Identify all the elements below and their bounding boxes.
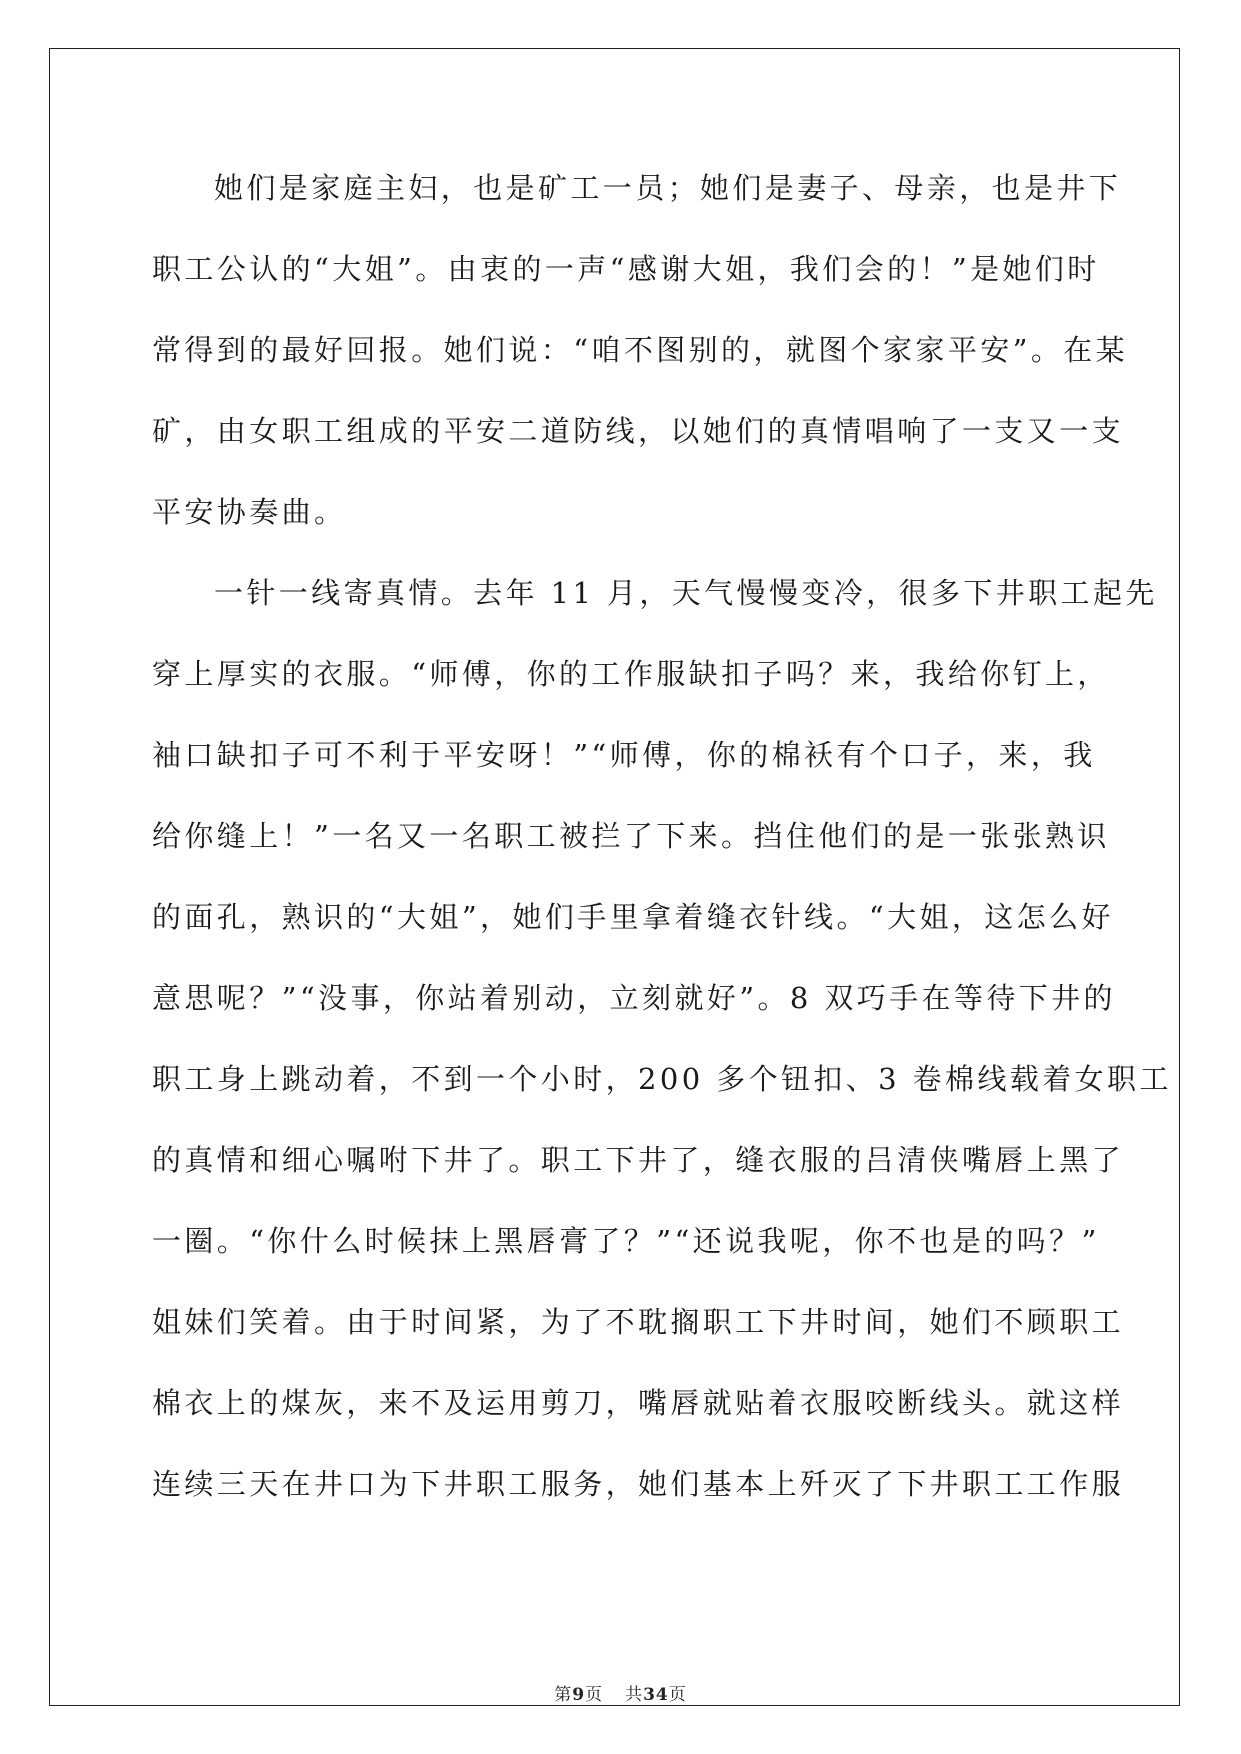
paragraph-1-line-4: 矿，由女职工组成的平安二道防线，以她们的真情唱响了一支又一支 [152, 414, 1125, 448]
paragraph-2-line-2: 穿上厚实的衣服。“师傅，你的工作服缺扣子吗？来，我给你钉上， [152, 657, 1110, 691]
paragraph-2-line-12: 连续三天在井口为下井职工服务，她们基本上歼灭了下井职工工作服 [152, 1467, 1125, 1501]
paragraph-2-line-4: 给你缝上！”一名又一名职工被拦了下来。挡住他们的是一张张熟识 [152, 819, 1110, 853]
total-prefix: 共 [625, 1685, 644, 1705]
paragraph-2-line-7: 职工身上跳动着，不到一个小时，200 多个钮扣、3 卷棉线载着女职工 [152, 1062, 1172, 1096]
paragraph-2-line-8: 的真情和细心嘱咐下井了。职工下井了，缝衣服的吕清侠嘴唇上黑了 [152, 1143, 1125, 1177]
document-body [152, 160, 1172, 1537]
paragraph-2-line-11: 棉衣上的煤灰，来不及运用剪刀，嘴唇就贴着衣服咬断线头。就这样 [152, 1386, 1125, 1420]
total-pages: 34 [643, 1685, 669, 1705]
paragraph-2-line-1: 一针一线寄真情。去年 11 月，天气慢慢变冷，很多下井职工起先 [214, 576, 1158, 610]
paragraph-1-line-1: 她们是家庭主妇，也是矿工一员；她们是妻子、母亲，也是井下 [214, 171, 1122, 205]
paragraph-1-line-2: 职工公认的“大姐”。由衷的一声“感谢大姐，我们会的！”是她们时 [152, 252, 1100, 286]
paragraph-2-line-9: 一圈。“你什么时候抹上黑唇膏了？”“还说我呢，你不也是的吗？” [152, 1224, 1100, 1258]
page-prefix: 第 [554, 1685, 573, 1705]
paragraph-2-line-5: 的面孔，熟识的“大姐”，她们手里拿着缝衣针线。“大姐，这怎么好 [152, 900, 1114, 934]
paragraph-2-line-6: 意思呢？”“没事，你站着别动，立刻就好”。8 双巧手在等待下井的 [152, 981, 1116, 1015]
page-footer [0, 1680, 1241, 1705]
page-suffix: 页 [585, 1685, 604, 1705]
paragraph-2-line-10: 姐妹们笑着。由于时间紧，为了不耽搁职工下井时间，她们不顾职工 [152, 1305, 1125, 1339]
paragraph-1-line-5: 平安协奏曲。 [152, 495, 347, 529]
paragraph-2-line-3: 袖口缺扣子可不利于平安呀！”“师傅，你的棉袄有个口子，来，我 [152, 738, 1096, 772]
paragraph-1-line-3: 常得到的最好回报。她们说：“咱不图别的，就图个家家平安”。在某 [152, 333, 1129, 367]
total-suffix: 页 [668, 1685, 687, 1705]
page-number: 9 [572, 1685, 586, 1705]
